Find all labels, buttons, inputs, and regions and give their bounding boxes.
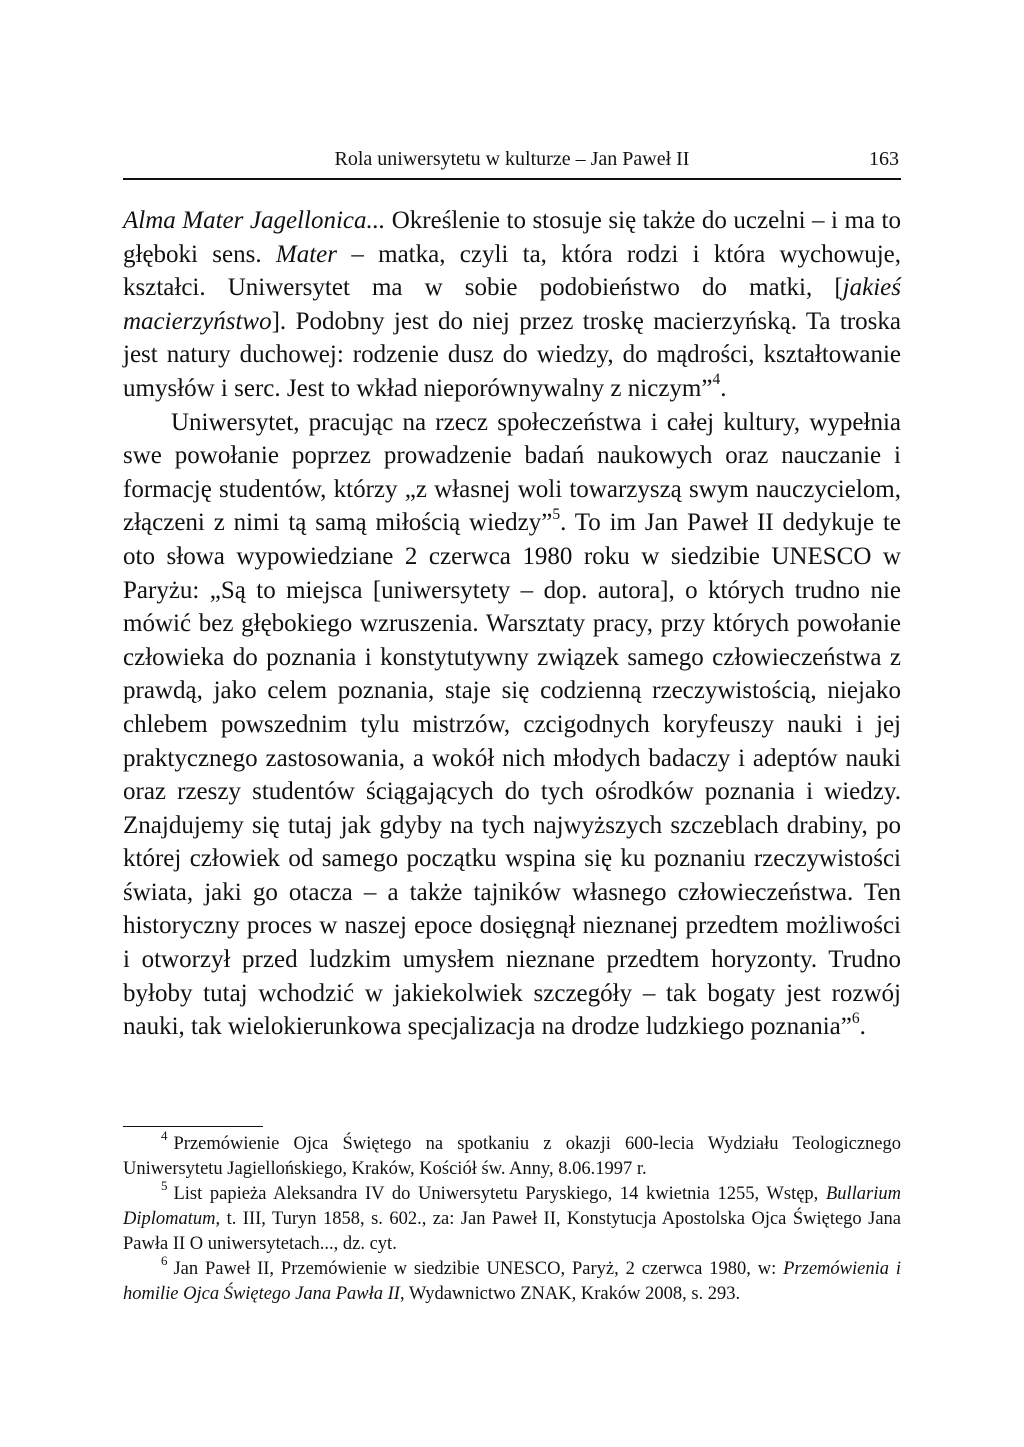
footnote-4 (123, 1127, 901, 1182)
footnote-5-text-a: List papieża Aleksandra IV do Uniwersytetu Paryskiego, 14 kwietnia 1255, Wstęp, (173, 1184, 826, 1204)
footnote-6 (123, 1252, 901, 1307)
paragraph-1 (123, 204, 901, 406)
paragraph-2 (123, 406, 901, 1044)
footnote-ref-6[interactable]: 6 (851, 1009, 860, 1027)
footnote-6-text-b: , Wydawnictwo ZNAK, Kraków 2008, s. 293. (399, 1284, 741, 1304)
footnote-5-italic-title: Bullarium Diplomatum (123, 1184, 901, 1229)
footnote-ref-4[interactable]: 4 (712, 371, 721, 389)
paragraph-1-text-a: Określenie to stosuje się także do uczelni – i ma to głęboki sens. (123, 207, 901, 268)
footnote-5-text-b: , t. III, Turyn 1858, s. 602., za: Jan Paweł II, Konstytucja Apostolska Ojca Świętego Jana Pawła II O uniwersytetach..., dz. cyt. (123, 1209, 901, 1254)
running-header (123, 148, 901, 180)
paragraph-2-text-a: Uniwersytet, pracując na rzecz społeczeństwa i całej kultury, wypełnia swe powołanie poprzez prowadzenie badań naukowych oraz nauczanie i formację studentów, którzy „z własnej woli towarzyszą swym nauczycielom, złączeni z nimi tą samą miłością wiedzy” (123, 408, 901, 537)
footnote-5 (123, 1177, 901, 1257)
running-title: Rola uniwersytetu w kulturze – Jan Paweł II (334, 148, 690, 170)
paragraph-1-text-c: ]. Podobny jest do niej przez troskę macierzyńską. Ta troska jest natury duchowej: rodzenie dusz do wiedzy, do mądrości, kształtowanie umysłów i serc. Jest to wkład nieporównywalny z niczym” (123, 307, 901, 402)
footnote-divider (123, 1126, 263, 1127)
page-number: 163 (869, 148, 899, 170)
paragraph-2-end: . (859, 1013, 866, 1041)
footnote-number-4: 4 (161, 1127, 168, 1143)
paragraph-1-text-b: – matka, czyli ta, która rodzi i która wychowuje, kształci. Uniwersytet ma w sobie podobieństwo do matki, [ (123, 240, 901, 302)
paragraph-1-end: . (720, 374, 727, 402)
footnote-6-italic-title: Przemówienia i homilie Ojca Świętego Jana Pawła II (123, 1259, 901, 1304)
italic-phrase-macierzynstwo: jakieś macierzyństwo (123, 274, 901, 335)
body-text (123, 204, 901, 1044)
footnote-number-6: 6 (161, 1252, 168, 1268)
italic-phrase-alma-mater: Alma Mater Jagellonica... (123, 207, 386, 234)
italic-word-mater: Mater (275, 240, 338, 268)
footnote-6-text-a: Jan Paweł II, Przemówienie w siedzibie UNESCO, Paryż, 2 czerwca 1980, w: (173, 1259, 784, 1279)
footnote-ref-5[interactable]: 5 (552, 505, 561, 523)
footnote-4-text: Przemówienie Ojca Świętego na spotkaniu z okazji 600-lecia Wydziału Teologicznego Uniwersytetu Jagiellońskiego, Kraków, Kościół św. Anny, 8.06.1997 r. (123, 1134, 901, 1179)
footnote-number-5: 5 (161, 1177, 168, 1193)
footnotes (123, 1127, 901, 1307)
paragraph-2-text-b: . To im Jan Paweł II dedykuje te oto słowa wypowiedziane 2 czerwca 1980 roku w siedzibie UNESCO w Paryżu: „Są to miejsca [uniwersytety – dop. autora], o których trudno nie mówić bez głębokiego wzruszenia. Warsztaty pracy, przy których powołanie człowieka do poznania i konstytutywny związek samego człowieczeństwa z prawdą, jako celem poznania, staje się codzienną rzeczywistością, niejako chlebem powszednim tylu mistrzów, czcigodnych koryfeuszy nauki i jej praktycznego zastosowania, a wokół nich młodych badaczy i adeptów nauki oraz rzeszy studentów ściągających do tych ośrodków poznania i wiedzy. Znajdujemy się tutaj jak gdyby na tych najwyższych szczeblach drabiny, po której człowiek od samego początku wspina się ku poznaniu rzeczywistości świata, jaki go otacza – a także tajników własnego człowieczeństwa. Ten historyczny proces w naszej epoce dosięgnął nieznanej przedtem możliwości i otworzył przed ludzkim umysłem nieznane przedtem horyzonty. Trudno byłoby tutaj wchodzić w jakiekolwiek szczegóły – tak bogaty jest rozwój nauki, tak wielokierunkowa specjalizacja na drodze ludzkiego poznania” (123, 509, 902, 1041)
